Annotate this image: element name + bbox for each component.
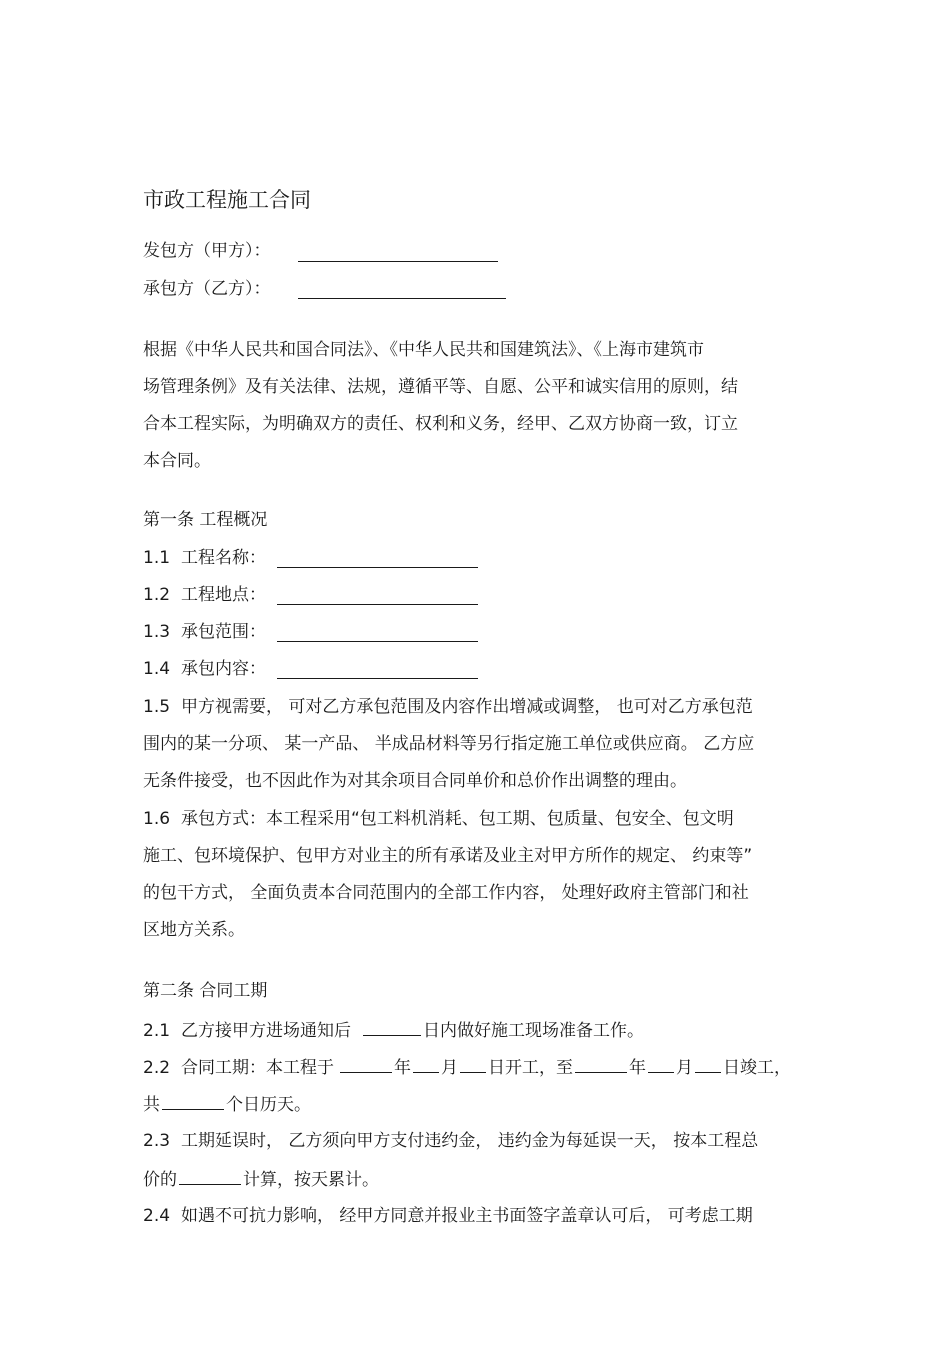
party-b-label: 承包方（乙方）： — [143, 279, 271, 299]
item-number: 1.4 — [143, 659, 171, 679]
item-1-1 — [143, 547, 266, 569]
clause-1-6-line: 的包干方式， 全面负责本合同范围内的全部工作内容， 处理好政府主管部门和社 — [143, 883, 749, 903]
year-unit: 年 — [394, 1058, 411, 1078]
contract-scope-blank — [277, 641, 478, 642]
preamble-line: 场管理条例》及有关法律、法规，遵循平等、自愿、公平和诚实信用的原则，结 — [143, 377, 738, 397]
item-number: 1.6 — [143, 809, 171, 829]
clause-text: 计算，按天累计。 — [243, 1170, 379, 1190]
item-number: 1.2 — [143, 585, 171, 605]
clause-text: 乙方接甲方进场通知后 — [181, 1021, 351, 1041]
preamble-line: 根据《中华人民共和国合同法》、《中华人民共和国建筑法》、《上海市建筑市 — [143, 340, 704, 360]
clause-1-6-line: 区地方关系。 — [143, 920, 245, 940]
clause-1-6-line — [143, 808, 734, 830]
item-number: 1.1 — [143, 548, 171, 568]
end-month-blank — [648, 1055, 674, 1073]
clause-text: 共 — [143, 1095, 160, 1115]
article-2-heading: 第二条 合同工期 — [143, 981, 268, 1001]
item-label: 承包范围： — [181, 622, 266, 642]
party-a-blank — [298, 261, 498, 262]
clause-text: 如遇不可抗力影响， 经甲方同意并报业主书面签字盖章认可后， 可考虑工期 — [181, 1206, 753, 1226]
project-location-blank — [277, 604, 478, 605]
start-month-blank — [413, 1055, 439, 1073]
preamble-line: 本合同。 — [143, 451, 211, 471]
document-title: 市政工程施工合同 — [143, 188, 311, 212]
clause-2-3-cont — [143, 1167, 379, 1191]
clause-text: 甲方视需要， 可对乙方承包范围及内容作出增减或调整， 也可对乙方承包范 — [181, 697, 753, 717]
total-days-blank — [162, 1092, 224, 1110]
clause-text: 日内做好施工现场准备工作。 — [423, 1021, 644, 1041]
start-year-blank — [340, 1055, 392, 1073]
preamble-line: 合本工程实际，为明确双方的责任、权利和义务，经甲、乙双方协商一致，订立 — [143, 414, 738, 434]
days-blank — [363, 1018, 421, 1036]
clause-1-5-line: 围内的某一分项、 某一产品、 半成品材料等另行指定施工单位或供应商。 乙方应 — [143, 734, 755, 754]
clause-1-6-line: 施工、包环境保护、包甲方对业主的所有承诺及业主对甲方所作的规定、 约束等” — [143, 846, 753, 866]
clause-1-5-line: 无条件接受，也不因此作为对其余项目合同单价和总价作出调整的理由。 — [143, 771, 687, 791]
party-a-label: 发包方（甲方）： — [143, 241, 271, 261]
end-year-blank — [575, 1055, 627, 1073]
clause-text: 工期延误时， 乙方须向甲方支付违约金， 违约金为每延误一天， 按本工程总 — [181, 1131, 759, 1151]
item-number: 2.2 — [143, 1058, 171, 1078]
item-label: 承包内容： — [181, 659, 266, 679]
penalty-rate-blank — [179, 1167, 241, 1185]
clause-text: 合同工期：本工程于 — [181, 1058, 334, 1078]
item-label: 工程地点： — [181, 585, 266, 605]
end-day-blank — [695, 1055, 721, 1073]
month-unit: 月 — [676, 1058, 693, 1078]
clause-2-4 — [143, 1205, 753, 1227]
clause-1-5-line — [143, 696, 753, 718]
item-label: 工程名称： — [181, 548, 266, 568]
item-1-4 — [143, 658, 266, 680]
clause-2-3 — [143, 1130, 758, 1152]
clause-text: 个日历天。 — [226, 1095, 311, 1115]
article-1-heading: 第一条 工程概况 — [143, 510, 268, 530]
contract-content-blank — [277, 678, 478, 679]
year-unit: 年 — [629, 1058, 646, 1078]
clause-2-1 — [143, 1018, 644, 1042]
party-b-blank — [298, 298, 506, 299]
item-number: 1.5 — [143, 697, 171, 717]
clause-2-2 — [143, 1055, 791, 1079]
start-day-blank — [460, 1055, 486, 1073]
clause-text: 价的 — [143, 1170, 177, 1190]
item-1-2 — [143, 584, 266, 606]
item-1-3 — [143, 621, 266, 643]
clause-2-2-cont — [143, 1092, 311, 1116]
item-number: 2.3 — [143, 1131, 171, 1151]
item-number: 2.4 — [143, 1206, 171, 1226]
month-unit: 月 — [441, 1058, 458, 1078]
clause-text: 承包方式：本工程采用“包工料机消耗、包工期、包质量、包安全、包文明 — [181, 809, 734, 829]
item-number: 1.3 — [143, 622, 171, 642]
clause-text: 日开工，至 — [488, 1058, 573, 1078]
project-name-blank — [277, 567, 478, 568]
clause-text: 日竣工， — [723, 1058, 791, 1078]
item-number: 2.1 — [143, 1021, 171, 1041]
